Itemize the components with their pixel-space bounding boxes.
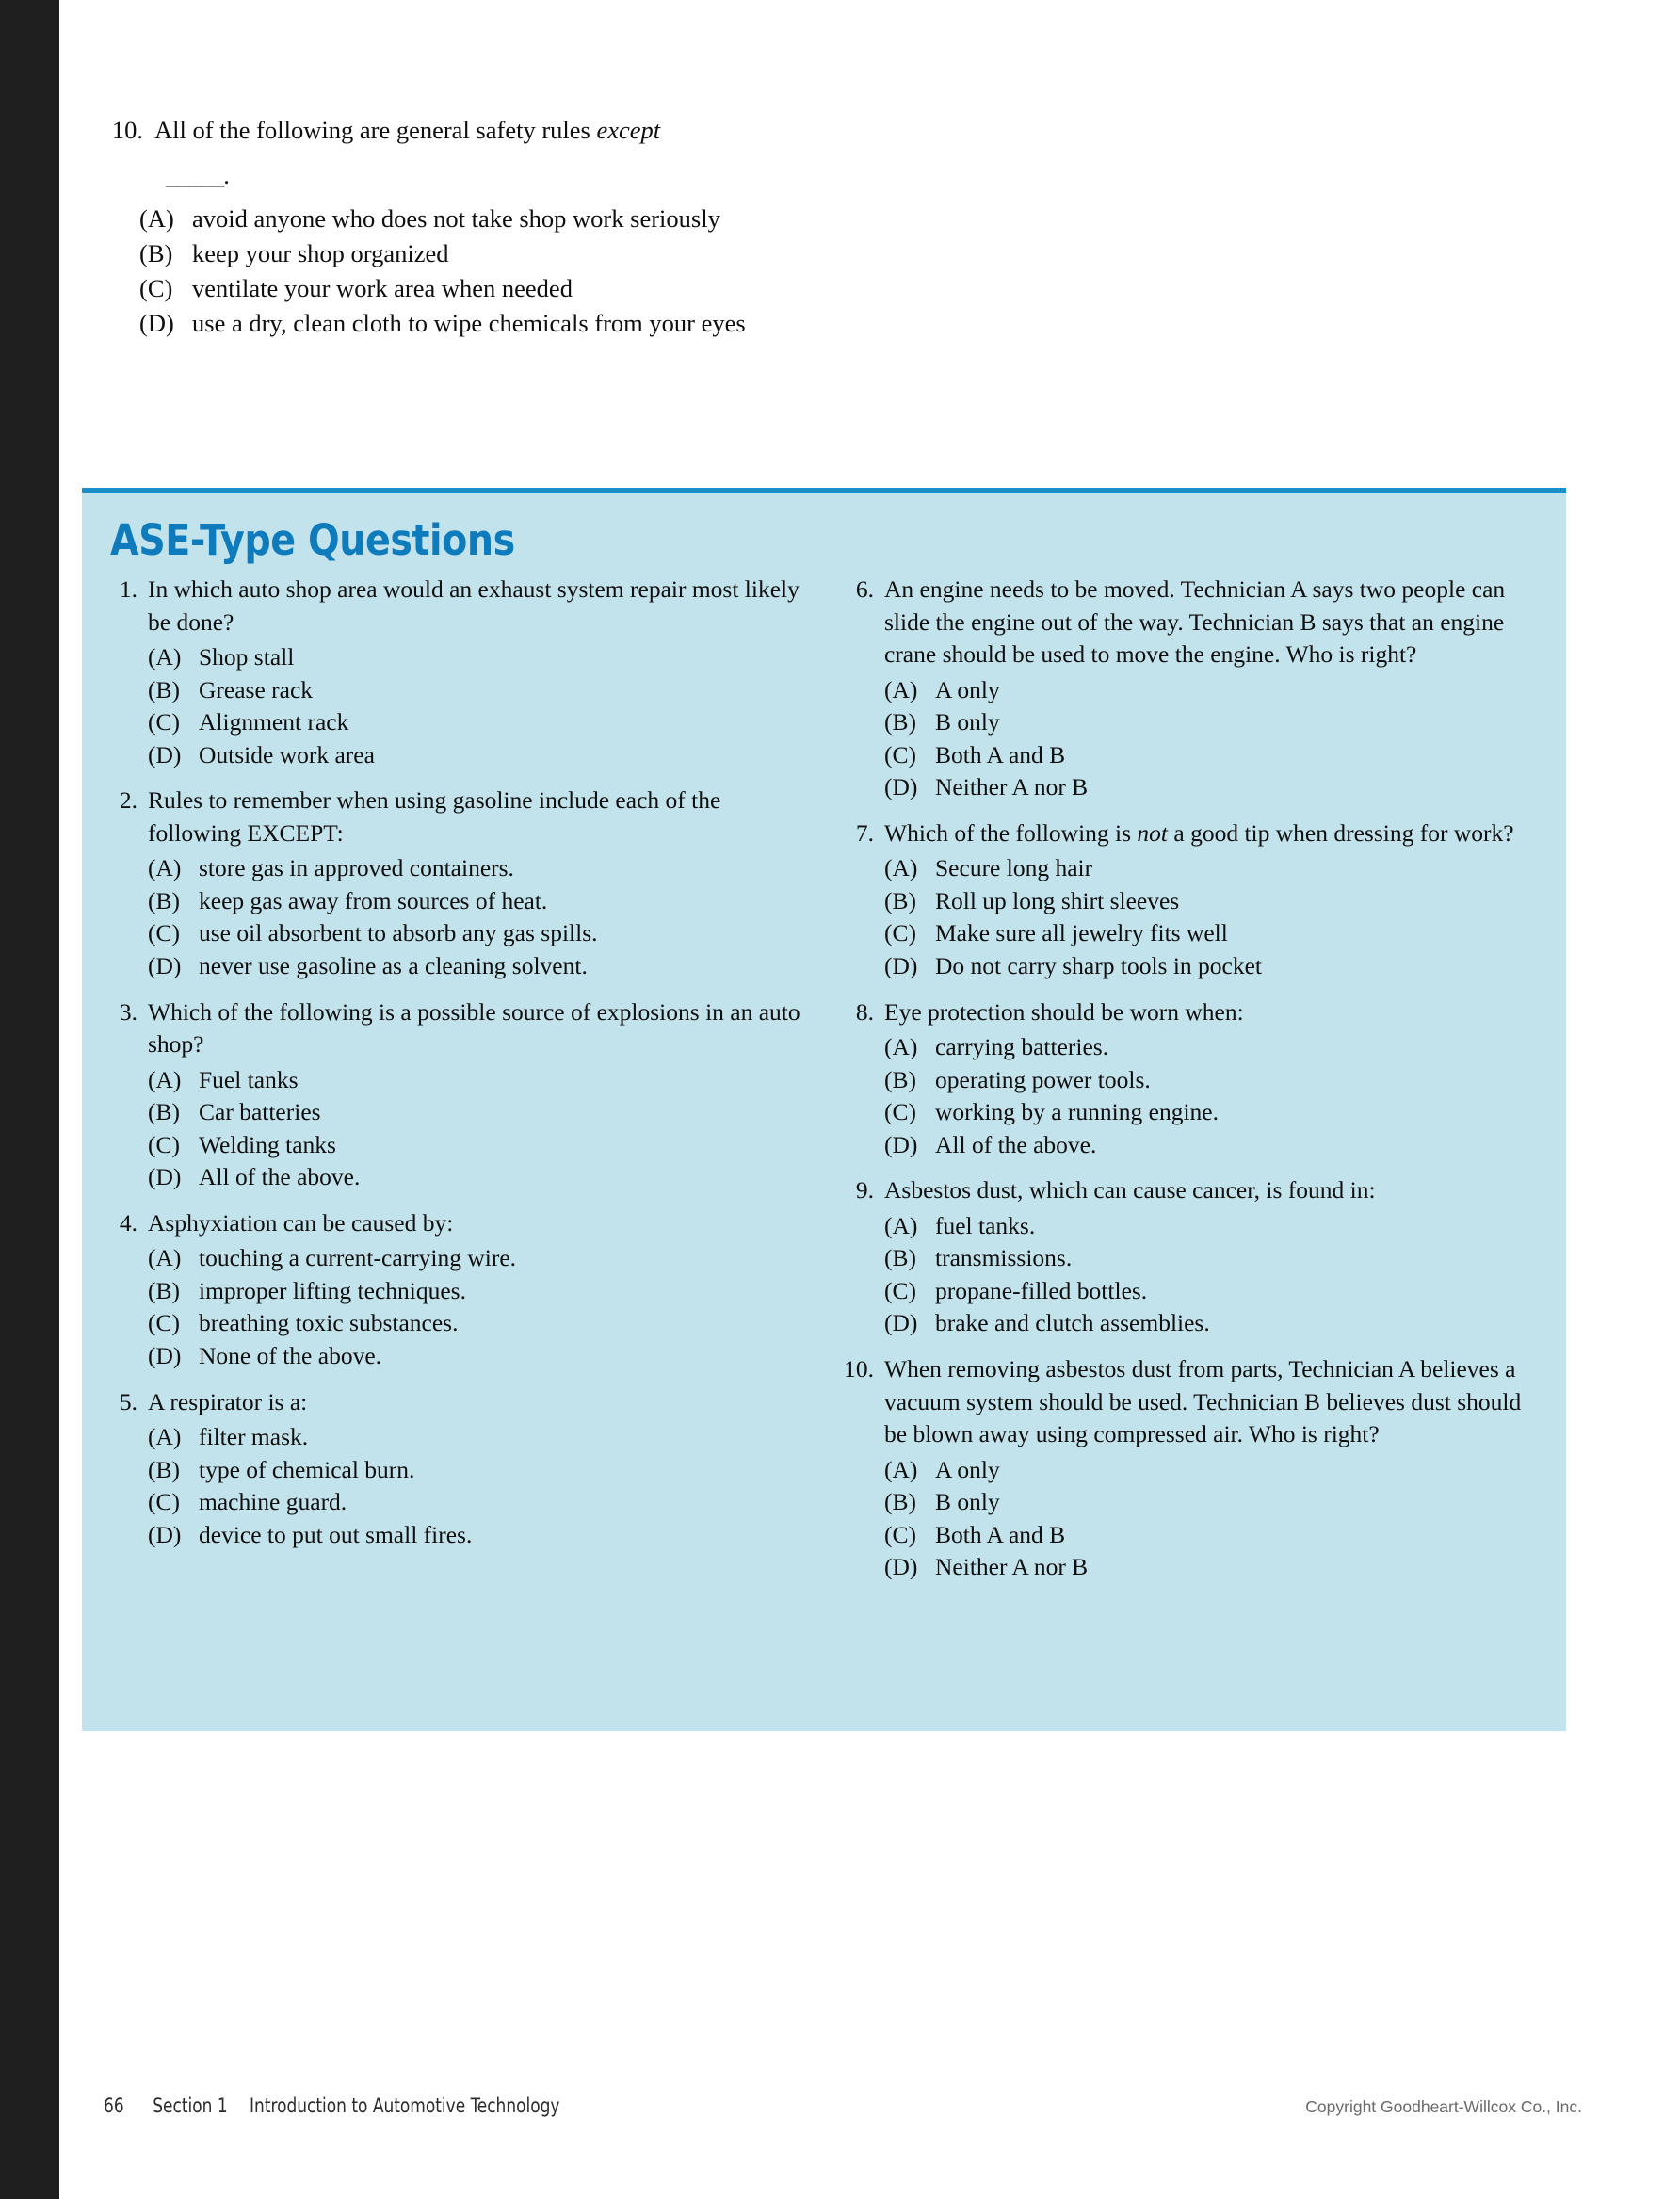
question-text: Eye protection should be worn when:	[884, 997, 1244, 1026]
option-letter: (A)	[148, 1244, 182, 1272]
ase-question-1	[105, 574, 807, 771]
question-text: When removing asbestos dust from parts, Technician A believes a vacuum system should be used. Technician B believes dust should be blown away using compressed air. Who is right?	[884, 1355, 1522, 1448]
option-letter: (C)	[884, 1098, 916, 1126]
question-text: Which of the following is a possible source of explosions in an auto shop?	[148, 997, 800, 1059]
ase-question-7	[841, 817, 1549, 983]
ase-question-9	[841, 1174, 1549, 1340]
option-letter: (B)	[884, 1488, 916, 1516]
option-letter: (C)	[884, 919, 916, 947]
option-item[interactable]	[148, 1519, 807, 1552]
option-text: B only	[935, 708, 1000, 736]
option-item[interactable]	[884, 1307, 1549, 1340]
option-text: filter mask.	[199, 1423, 309, 1451]
option-list	[139, 202, 827, 340]
option-item[interactable]	[884, 1275, 1549, 1308]
option-item[interactable]	[148, 1421, 807, 1454]
option-text: Neither A nor B	[935, 1553, 1089, 1581]
option-letter: (D)	[884, 1553, 918, 1581]
question-text-plain-tail: a good tip when dressing for work?	[1168, 818, 1514, 847]
option-letter: (B)	[148, 675, 180, 703]
option-letter: (D)	[148, 740, 182, 768]
option-list	[148, 852, 807, 982]
option-text: keep your shop organized	[192, 239, 449, 268]
option-item[interactable]	[884, 1129, 1549, 1162]
question-number: 8.	[855, 997, 874, 1026]
option-letter: (A)	[884, 1211, 918, 1239]
option-item[interactable]	[148, 852, 807, 885]
option-item[interactable]	[148, 674, 807, 707]
option-letter: (A)	[148, 854, 182, 882]
option-item[interactable]	[884, 1210, 1549, 1243]
question-text-plain: Which of the following is	[884, 818, 1138, 847]
option-item[interactable]	[884, 885, 1549, 918]
option-text: machine guard.	[199, 1488, 347, 1516]
question-column-left	[82, 574, 824, 1597]
option-text: Roll up long shirt sleeves	[935, 886, 1180, 914]
option-item[interactable]	[148, 1275, 807, 1308]
option-text: transmissions.	[935, 1244, 1073, 1272]
question-text: Rules to remember when using gasoline include each of the following EXCEPT:	[148, 786, 721, 847]
option-list	[148, 1421, 807, 1551]
review-question-10	[111, 113, 827, 341]
option-text: breathing toxic substances.	[199, 1309, 459, 1337]
option-list	[148, 1242, 807, 1372]
option-text: Do not carry sharp tools in pocket	[935, 952, 1263, 980]
question-stem	[841, 996, 1549, 1029]
section-number: Section 1	[153, 2094, 228, 2117]
ase-question-2	[105, 784, 807, 982]
option-list	[884, 1031, 1549, 1161]
question-text: In which auto shop area would an exhaust system repair most likely be done?	[148, 575, 800, 636]
option-list	[148, 1064, 807, 1194]
option-item[interactable]	[148, 1307, 807, 1340]
option-letter: (A)	[884, 1033, 918, 1061]
question-column-right	[824, 574, 1566, 1597]
option-letter: (B)	[139, 239, 173, 268]
copyright-notice: Copyright Goodheart-Willcox Co., Inc.	[1305, 2097, 1582, 2116]
option-item[interactable]	[139, 306, 827, 340]
option-text: avoid anyone who does not take shop work seriously	[192, 204, 720, 234]
option-letter: (D)	[148, 1520, 182, 1548]
option-letter: (B)	[884, 708, 916, 736]
question-stem	[105, 574, 807, 639]
option-item[interactable]	[884, 1096, 1549, 1129]
option-letter: (C)	[884, 1276, 916, 1304]
page-number: 66	[104, 2094, 124, 2117]
option-item[interactable]	[884, 917, 1549, 950]
option-letter: (D)	[884, 1130, 918, 1158]
option-letter: (C)	[139, 274, 173, 303]
ase-question-4	[105, 1207, 807, 1373]
option-text: working by a running engine.	[935, 1098, 1219, 1126]
option-letter: (B)	[148, 1276, 180, 1304]
option-text: keep gas away from sources of heat.	[199, 886, 548, 914]
ase-question-3	[105, 996, 807, 1194]
option-letter: (D)	[884, 773, 918, 801]
question-stem	[841, 1353, 1549, 1451]
question-number: 7.	[855, 818, 874, 847]
option-letter: (A)	[884, 854, 918, 882]
option-item[interactable]	[884, 950, 1549, 983]
ase-question-6	[841, 574, 1549, 804]
option-letter: (A)	[139, 204, 174, 234]
question-text: A respirator is a:	[148, 1387, 308, 1415]
option-letter: (D)	[148, 1342, 182, 1370]
question-text	[154, 113, 827, 147]
option-letter: (C)	[884, 740, 916, 768]
option-item[interactable]	[884, 1242, 1549, 1275]
question-stem	[105, 1207, 807, 1240]
option-text: use oil absorbent to absorb any gas spills.	[199, 919, 598, 947]
option-list	[884, 852, 1549, 982]
option-letter: (C)	[148, 919, 180, 947]
option-text: brake and clutch assemblies.	[935, 1309, 1210, 1337]
option-text: ventilate your work area when needed	[192, 274, 573, 303]
option-text: Welding tanks	[199, 1130, 336, 1158]
option-item[interactable]	[884, 706, 1549, 739]
option-text: Make sure all jewelry fits well	[935, 919, 1228, 947]
option-letter: (D)	[884, 1309, 918, 1337]
option-list	[884, 674, 1549, 804]
option-letter: (A)	[148, 1423, 182, 1451]
ase-question-5	[105, 1386, 807, 1552]
option-text: Secure long hair	[935, 854, 1093, 882]
option-item[interactable]	[884, 771, 1549, 804]
option-item[interactable]	[148, 1340, 807, 1373]
option-letter: (B)	[884, 1244, 916, 1272]
question-number: 2.	[119, 786, 137, 815]
option-text: Grease rack	[199, 675, 314, 703]
option-item[interactable]	[884, 1551, 1549, 1584]
question-number: 1.	[119, 575, 137, 603]
option-text: None of the above.	[199, 1342, 382, 1370]
question-stem	[841, 1174, 1549, 1207]
question-stem	[105, 784, 807, 849]
ase-question-8	[841, 996, 1549, 1162]
option-letter: (A)	[884, 1455, 918, 1483]
option-letter: (C)	[148, 1130, 180, 1158]
option-list	[884, 1454, 1549, 1584]
question-text-italic: not	[1137, 818, 1169, 847]
option-letter: (B)	[884, 886, 916, 914]
option-letter: (A)	[148, 1065, 182, 1093]
option-letter: (B)	[148, 886, 180, 914]
option-text: fuel tanks.	[935, 1211, 1036, 1239]
option-text: Both A and B	[935, 740, 1066, 768]
option-letter: (D)	[139, 309, 174, 338]
option-letter: (B)	[884, 1065, 916, 1093]
option-text: Neither A nor B	[935, 773, 1089, 801]
option-text: Outside work area	[199, 740, 375, 768]
option-item[interactable]	[148, 1096, 807, 1129]
option-letter: (D)	[148, 1163, 182, 1191]
option-text: Shop stall	[199, 643, 295, 671]
option-list	[148, 641, 807, 771]
option-item[interactable]	[884, 852, 1549, 885]
option-text: B only	[935, 1488, 1000, 1516]
question-stem	[111, 113, 827, 147]
option-text: All of the above.	[199, 1163, 361, 1191]
option-item[interactable]	[884, 1519, 1549, 1552]
question-number: 3.	[119, 997, 137, 1026]
option-list	[884, 1210, 1549, 1340]
question-number: 6.	[855, 575, 874, 603]
question-text: An engine needs to be moved. Technician A says two people can slide the engine out of the way. Technician B says that an engine crane should be used to move the engine. Who is right?	[884, 575, 1506, 669]
option-text: Alignment rack	[199, 708, 349, 736]
option-item[interactable]	[884, 1486, 1549, 1519]
option-text: Both A and B	[935, 1520, 1066, 1548]
scan-gutter	[0, 0, 59, 2199]
option-text: device to put out small fires.	[199, 1520, 473, 1548]
option-text: store gas in approved containers.	[199, 854, 514, 882]
option-item[interactable]	[148, 1454, 807, 1487]
option-item[interactable]	[884, 674, 1549, 707]
option-item[interactable]	[148, 739, 807, 772]
option-text: A only	[935, 1455, 1000, 1483]
option-item[interactable]	[148, 1161, 807, 1194]
option-text: never use gasoline as a cleaning solvent.	[199, 952, 588, 980]
section-title: Introduction to Automotive Technology	[250, 2094, 560, 2117]
panel-title: ASE-Type Questions	[110, 515, 515, 565]
option-text: carrying batteries.	[935, 1033, 1109, 1061]
question-text-italic: except	[596, 116, 661, 144]
option-item[interactable]	[148, 641, 807, 674]
question-text: Asphyxiation can be caused by:	[148, 1208, 454, 1237]
question-number: 10.	[844, 1355, 874, 1383]
question-columns	[82, 574, 1566, 1597]
option-item[interactable]	[884, 1031, 1549, 1064]
option-item[interactable]	[148, 1486, 807, 1519]
option-item[interactable]	[148, 1242, 807, 1275]
ase-question-10	[841, 1353, 1549, 1584]
option-letter: (C)	[148, 1309, 180, 1337]
option-item[interactable]	[148, 1129, 807, 1162]
option-item[interactable]	[148, 950, 807, 983]
option-letter: (C)	[148, 1488, 180, 1516]
option-item[interactable]	[148, 1064, 807, 1097]
option-text: propane-filled bottles.	[935, 1276, 1148, 1304]
page-footer	[0, 2094, 1680, 2132]
option-text: Fuel tanks	[199, 1065, 299, 1093]
option-item[interactable]	[139, 271, 827, 305]
question-stem	[105, 996, 807, 1061]
option-letter: (C)	[148, 708, 180, 736]
option-item[interactable]	[148, 885, 807, 918]
option-text: operating power tools.	[935, 1065, 1151, 1093]
question-number: 9.	[855, 1176, 874, 1205]
question-number: 4.	[119, 1208, 137, 1237]
option-letter: (C)	[884, 1520, 916, 1548]
option-text: Car batteries	[199, 1098, 321, 1126]
option-text: A only	[935, 675, 1000, 703]
answer-blank: _____.	[166, 161, 229, 190]
option-item[interactable]	[884, 1454, 1549, 1487]
option-text: touching a current-carrying wire.	[199, 1244, 517, 1272]
option-text: improper lifting techniques.	[199, 1276, 466, 1304]
option-text: type of chemical burn.	[199, 1455, 415, 1483]
option-item[interactable]	[884, 1064, 1549, 1097]
question-stem	[841, 817, 1549, 850]
question-text	[884, 817, 1549, 850]
question-number: 10.	[111, 116, 143, 144]
question-text: Asbestos dust, which can cause cancer, is found in:	[884, 1176, 1376, 1205]
question-stem	[841, 574, 1549, 671]
option-letter: (D)	[884, 952, 918, 980]
option-letter: (B)	[148, 1455, 180, 1483]
option-item[interactable]	[139, 202, 827, 235]
question-text-plain: All of the following are general safety rules	[154, 116, 597, 144]
option-item[interactable]	[148, 706, 807, 739]
question-number: 5.	[119, 1387, 137, 1415]
ase-type-questions-panel	[82, 488, 1566, 1731]
footer-left-group	[104, 2094, 559, 2117]
option-item[interactable]	[148, 917, 807, 950]
option-text: use a dry, clean cloth to wipe chemicals from your eyes	[192, 309, 746, 338]
question-stem	[105, 1386, 807, 1419]
option-item[interactable]	[139, 236, 827, 270]
option-text: All of the above.	[935, 1130, 1097, 1158]
option-letter: (D)	[148, 952, 182, 980]
option-item[interactable]	[884, 739, 1549, 772]
option-letter: (B)	[148, 1098, 180, 1126]
option-letter: (A)	[148, 643, 182, 671]
option-letter: (A)	[884, 675, 918, 703]
